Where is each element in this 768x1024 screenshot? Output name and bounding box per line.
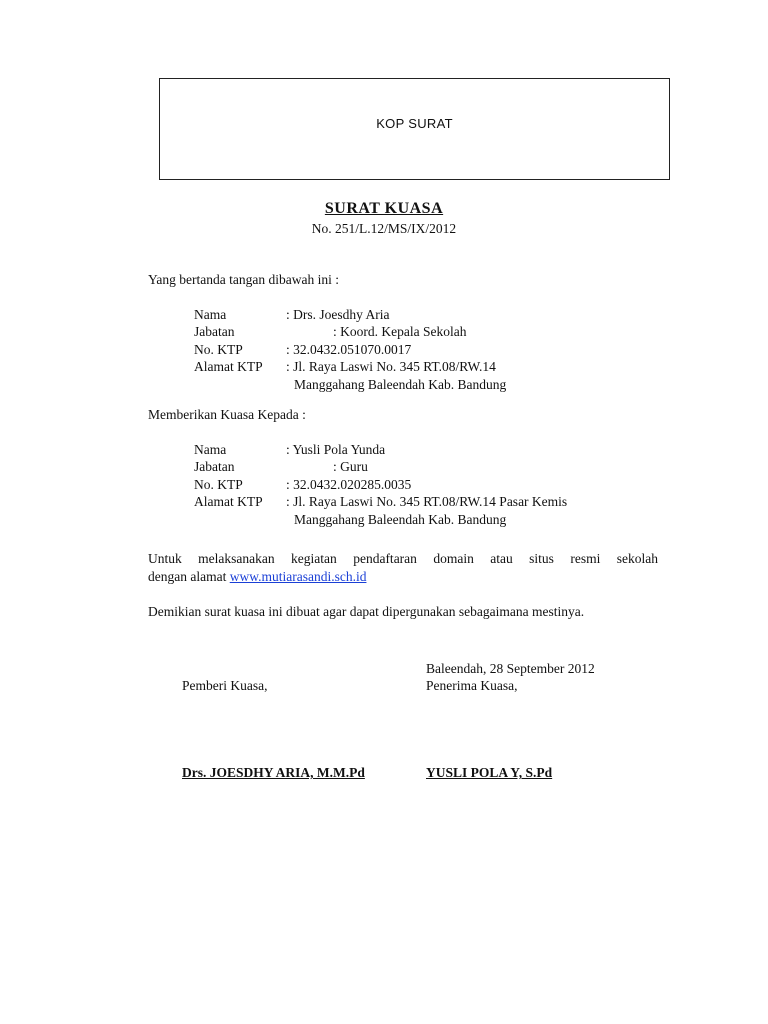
intro-text: Yang bertanda tangan dibawah ini :	[148, 272, 339, 287]
grantor-address-value-2: Manggahang Baleendah Kab. Bandung	[294, 377, 507, 392]
letterhead-box	[159, 78, 670, 180]
grantee-name-value: : Yusli Pola Yunda	[286, 442, 386, 457]
grantor-address-label: Alamat KTP	[194, 359, 263, 374]
grantor-address-value: : Jl. Raya Laswi No. 345 RT.08/RW.14	[286, 359, 496, 374]
grantor-name-value: : Drs. Joesdhy Aria	[286, 307, 390, 322]
letter-number: No. 251/L.12/MS/IX/2012	[311, 221, 457, 236]
school-website-link[interactable]: www.mutiarasandi.sch.id	[229, 569, 367, 584]
grantee-address-label: Alamat KTP	[194, 494, 263, 509]
purpose-line-2	[148, 568, 658, 586]
grantor-ktp-value: : 32.0432.051070.0017	[286, 342, 412, 357]
grantee-signature-name: YUSLI POLA Y, S.Pd	[426, 765, 553, 780]
grantor-position-label: Jabatan	[194, 324, 235, 339]
grantee-sign-label: Penerima Kuasa,	[426, 678, 518, 693]
grantor-ktp-label: No. KTP	[194, 342, 243, 357]
purpose-line-2-prefix: dengan alamat	[148, 569, 230, 584]
closing-text: Demikian surat kuasa ini dibuat agar dapat dipergunakan sebagaimana mestinya.	[148, 604, 585, 619]
grantee-position-value: : Guru	[333, 459, 368, 474]
grantor-name-label: Nama	[194, 307, 227, 322]
grantee-address-value: : Jl. Raya Laswi No. 345 RT.08/RW.14 Pasar Kemis	[286, 494, 568, 509]
letterhead-label: KOP SURAT	[376, 116, 453, 131]
grant-intro-text: Memberikan Kuasa Kepada :	[148, 407, 306, 422]
place-date: Baleendah, 28 September 2012	[426, 661, 595, 676]
grantor-position-value: : Koord. Kepala Sekolah	[333, 324, 467, 339]
purpose-paragraph	[148, 550, 658, 586]
purpose-line-1: Untuk melaksanakan kegiatan pendaftaran domain atau situs resmi sekolah	[148, 551, 658, 566]
grantee-ktp-value: : 32.0432.020285.0035	[286, 477, 412, 492]
letter-title: SURAT KUASA	[324, 200, 444, 217]
grantor-sign-label: Pemberi Kuasa,	[182, 678, 268, 693]
grantee-name-label: Nama	[194, 442, 227, 457]
grantee-ktp-label: No. KTP	[194, 477, 243, 492]
grantee-address-value-2: Manggahang Baleendah Kab. Bandung	[294, 512, 507, 527]
grantor-signature-name: Drs. JOESDHY ARIA, M.M.Pd	[182, 765, 365, 780]
grantee-position-label: Jabatan	[194, 459, 235, 474]
